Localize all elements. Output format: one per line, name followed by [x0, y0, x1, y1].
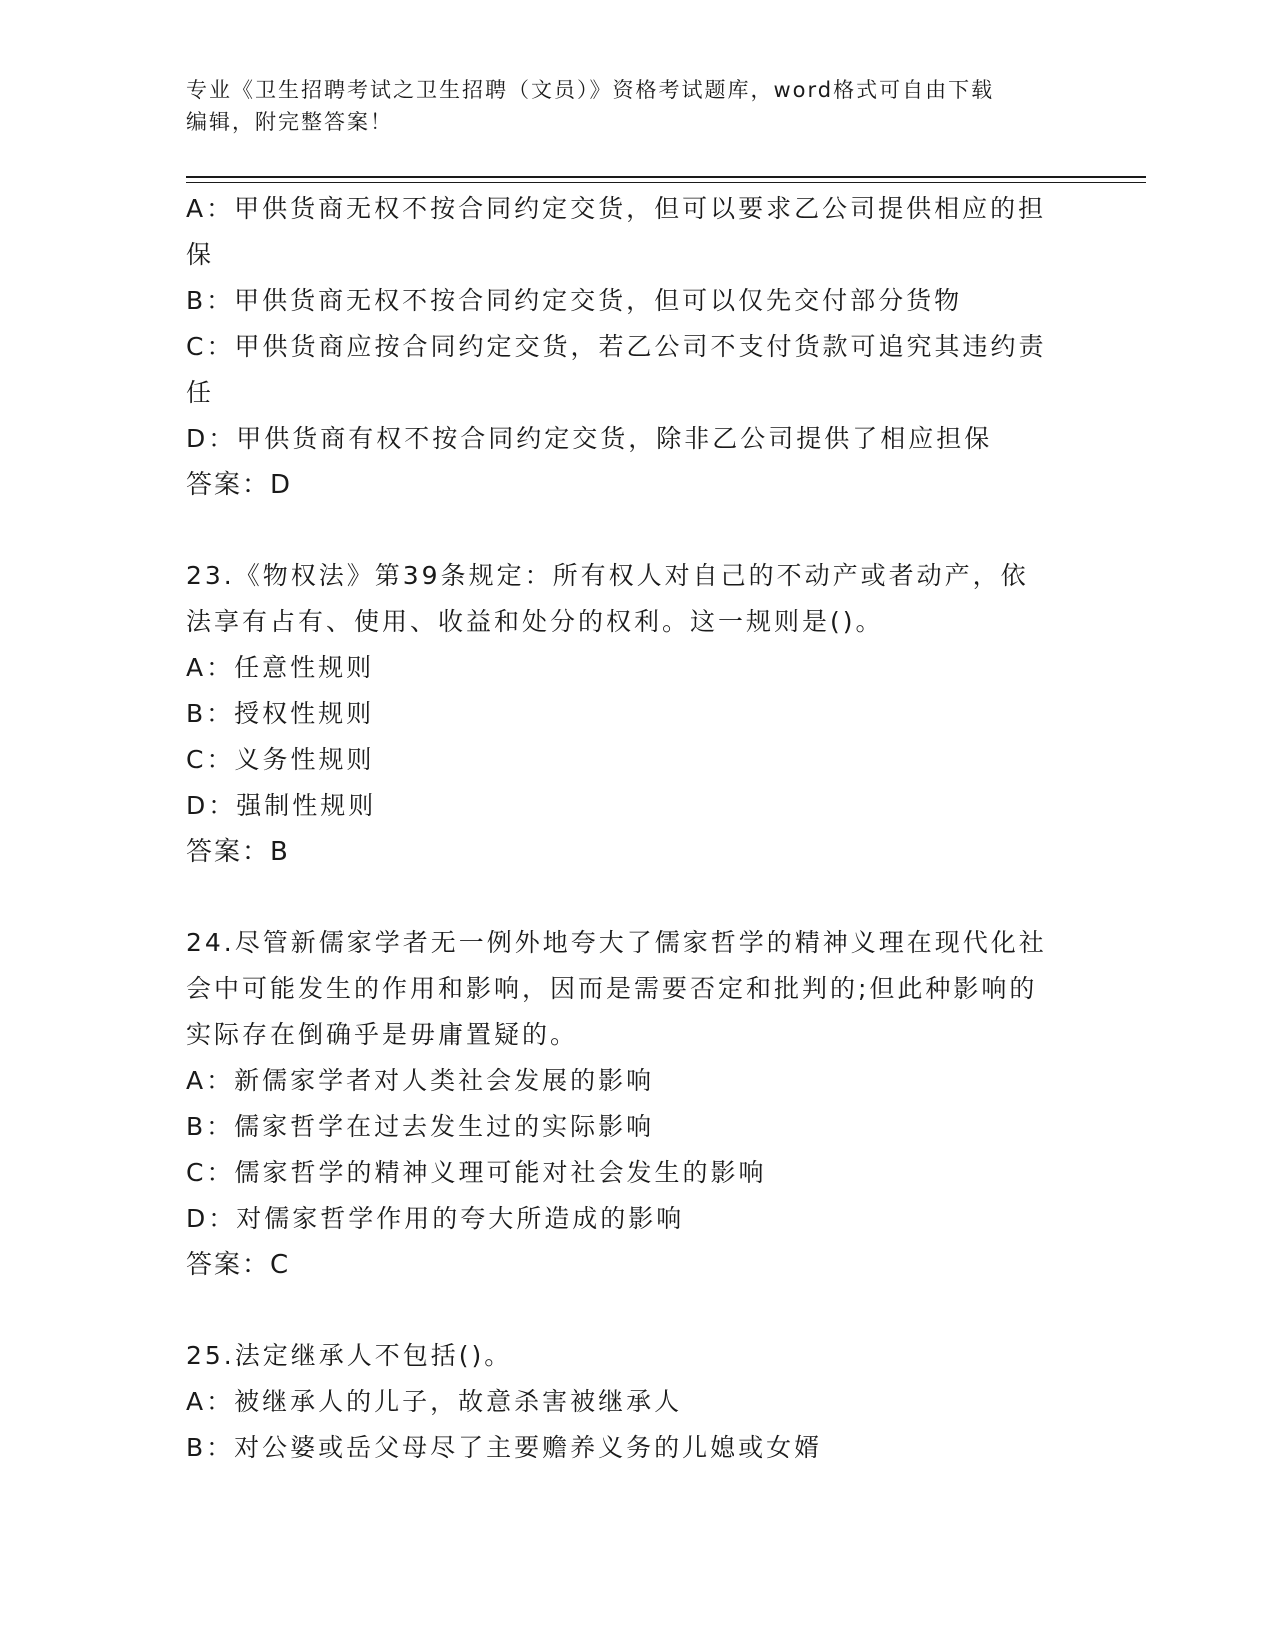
question-stem-line-2: 法享有占有、使用、收益和处分的权利。这一规则是()。 [186, 607, 884, 636]
option-c: C：儒家哲学的精神义理可能对社会发生的影响 [186, 1158, 767, 1187]
answer-label: 答案：C [186, 1250, 291, 1280]
question-stem-line-3: 实际存在倒确乎是毋庸置疑的。 [186, 1020, 579, 1049]
question-stem-line-1: 23.《物权法》第39条规定：所有权人对自己的不动产或者动产，依 [186, 561, 1029, 590]
question-25 [186, 1333, 1086, 1471]
option-a: A：被继承人的儿子，故意杀害被继承人 [186, 1387, 683, 1416]
question-22-options [186, 186, 1086, 508]
option-d: D：强制性规则 [186, 791, 377, 820]
option-d: D：对儒家哲学作用的夸大所造成的影响 [186, 1204, 685, 1233]
spacer [186, 508, 1086, 553]
question-24 [186, 920, 1086, 1288]
header-line-2: 编辑，附完整答案！ [186, 110, 393, 134]
option-b: B：对公婆或岳父母尽了主要赡养义务的儿媳或女婿 [186, 1433, 823, 1462]
answer-label: 答案：D [186, 470, 293, 500]
option-c-line-1: C：甲供货商应按合同约定交货，若乙公司不支付货款可追究其违约责 [186, 332, 1047, 361]
document-header [186, 74, 1086, 138]
header-divider-thin [186, 182, 1146, 183]
option-b: B：儒家哲学在过去发生过的实际影响 [186, 1112, 655, 1141]
option-d: D：甲供货商有权不按合同约定交货，除非乙公司提供了相应担保 [186, 424, 993, 453]
option-a-line-1: A：甲供货商无权不按合同约定交货，但可以要求乙公司提供相应的担 [186, 194, 1047, 223]
option-a-line-2: 保 [186, 240, 215, 269]
option-b: B：授权性规则 [186, 699, 375, 728]
header-line-1: 专业《卫生招聘考试之卫生招聘（文员）》资格考试题库，word格式可自由下载 [186, 78, 995, 102]
answer-label: 答案：B [186, 837, 290, 867]
option-b: B：甲供货商无权不按合同约定交货，但可以仅先交付部分货物 [186, 286, 963, 315]
question-stem-line-1: 25.法定继承人不包括()。 [186, 1341, 513, 1370]
header-divider-thick [186, 176, 1146, 178]
option-a: A：新儒家学者对人类社会发展的影响 [186, 1066, 655, 1095]
option-c: C：义务性规则 [186, 745, 375, 774]
spacer [186, 875, 1086, 920]
option-a: A：任意性规则 [186, 653, 375, 682]
question-list [186, 186, 1086, 1471]
question-stem-line-1: 24.尽管新儒家学者无一例外地夸大了儒家哲学的精神义理在现代化社 [186, 928, 1047, 957]
question-23 [186, 553, 1086, 875]
option-c-line-2: 任 [186, 378, 215, 407]
spacer [186, 1288, 1086, 1333]
question-stem-line-2: 会中可能发生的作用和影响，因而是需要否定和批判的;但此种影响的 [186, 974, 1038, 1003]
